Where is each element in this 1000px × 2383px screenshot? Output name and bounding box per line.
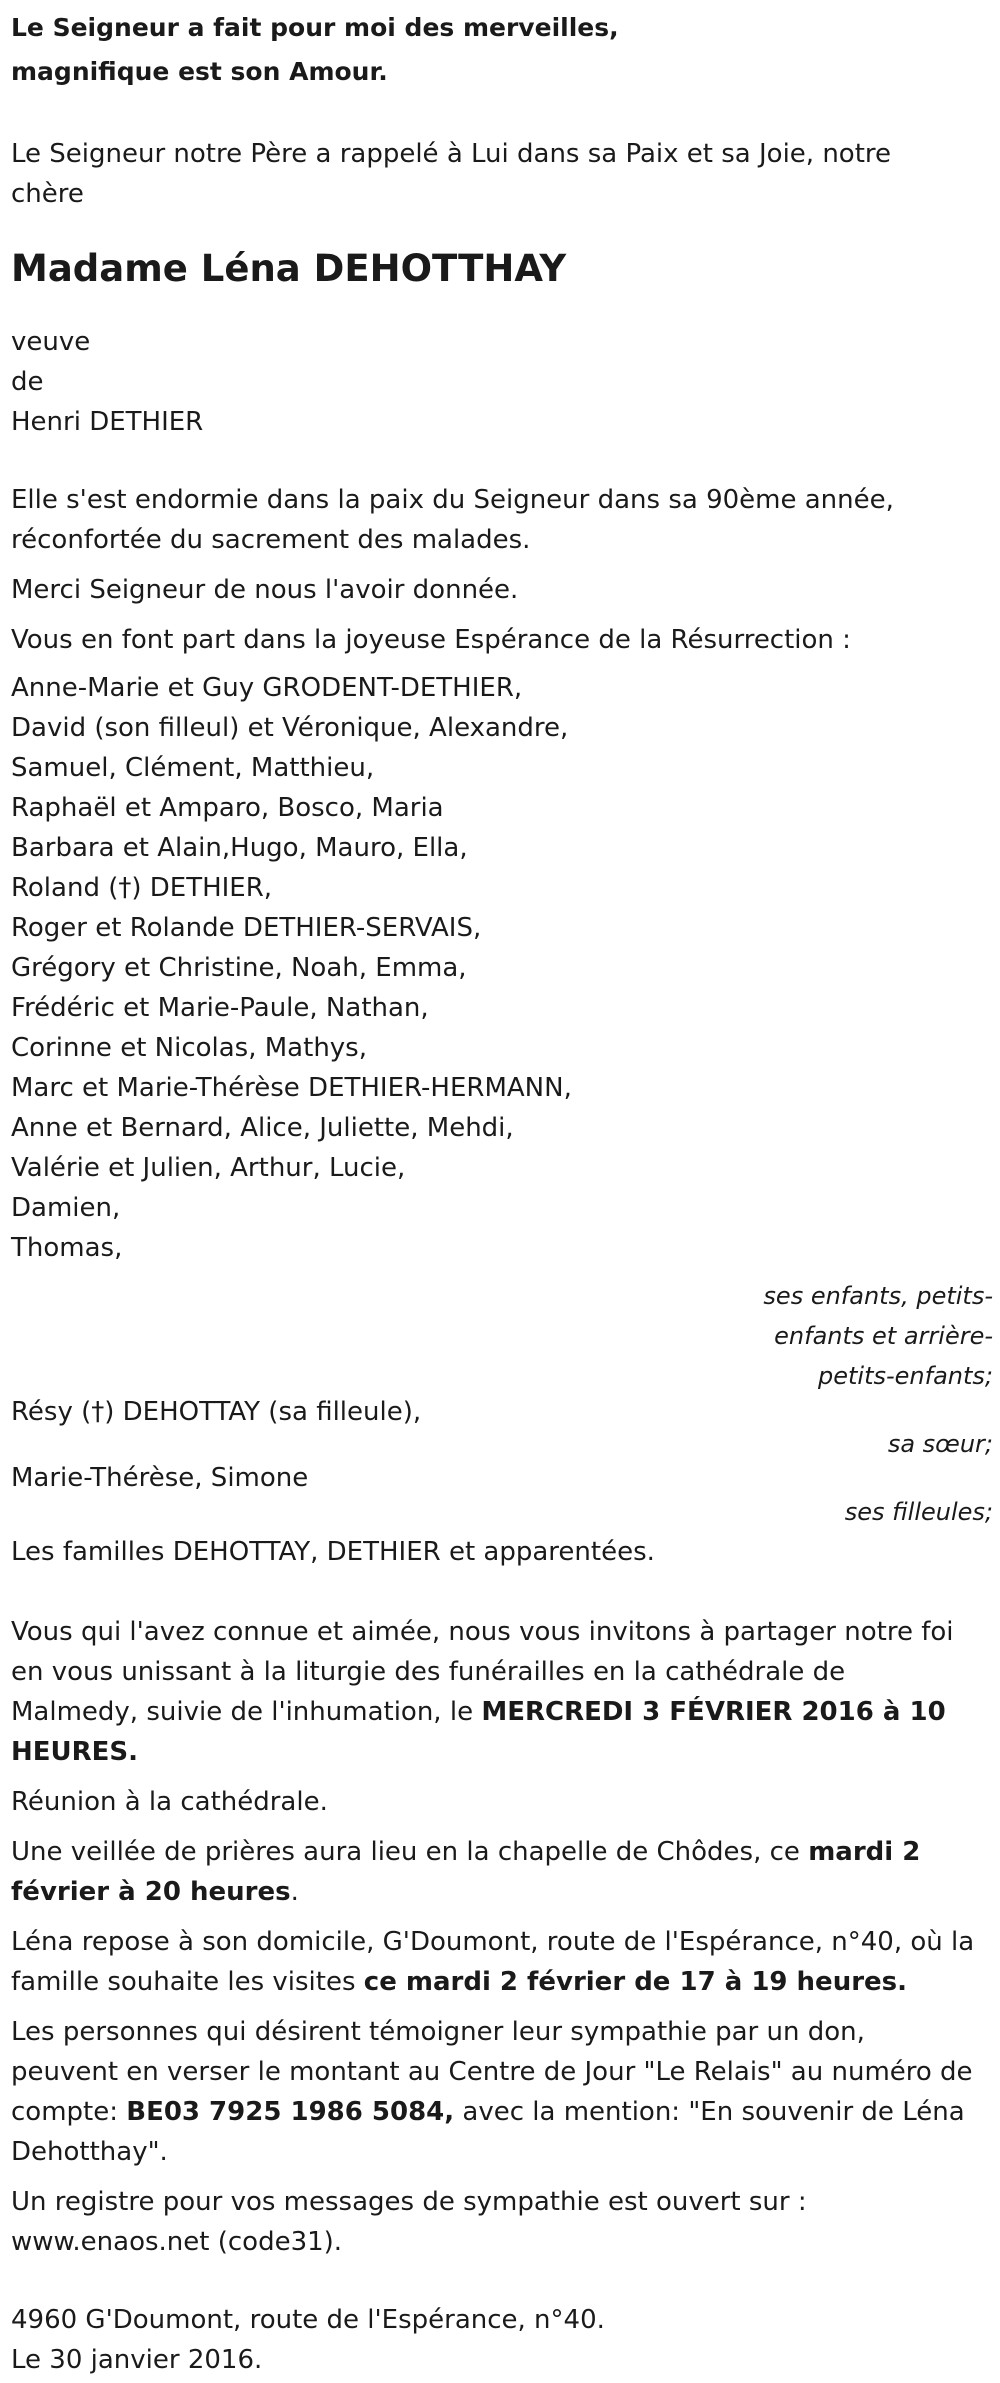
visit-time: ce mardi 2 février de 17 à 19 heures.: [363, 1967, 908, 1997]
sister-text: Résy (†) DEHOTTAY (sa filleule),: [11, 1397, 422, 1427]
thanks-text: Merci Seigneur de nous l'avoir donnée.: [11, 575, 519, 605]
passing-line-1: Elle s'est endormie dans la paix du Seigneur dans sa 90ème année,: [11, 485, 894, 515]
goddaughters-text: Marie-Thérèse, Simone: [11, 1463, 309, 1493]
register-line-1: Un registre pour vos messages de sympathie est ouvert sur :: [11, 2187, 807, 2217]
register-link[interactable]: www.enaos.net (code31).: [11, 2227, 343, 2257]
family-line: Marc et Marie-Thérèse DETHIER-HERMANN,: [11, 1073, 572, 1103]
family-line: Roger et Rolande DETHIER-SERVAIS,: [11, 913, 482, 943]
deceased-name: Madame Léna DEHOTTHAY: [11, 247, 567, 290]
widow-line-3: Henri DETHIER: [11, 407, 204, 437]
meeting-text: Réunion à la cathédrale.: [11, 1787, 328, 1817]
funeral-line-1: Vous qui l'avez connue et aimée, nous vous invitons à partager notre foi: [11, 1617, 954, 1647]
date-text: Le 30 janvier 2016.: [11, 2345, 263, 2375]
rests-line-2: [11, 1962, 1000, 2002]
family-line: Raphaël et Amparo, Bosco, Maria: [11, 793, 444, 823]
family-list: [11, 668, 1000, 1268]
relation-children-2: enfants et arrière-: [774, 1322, 993, 1350]
family-line: Thomas,: [11, 1233, 123, 1263]
announce-text: Vous en font part dans la joyeuse Espérance de la Résurrection :: [11, 625, 851, 655]
vigil-line-1: [11, 1832, 1000, 1872]
family-line: Corinne et Nicolas, Mathys,: [11, 1033, 367, 1063]
relation-children-1: ses enfants, petits-: [763, 1282, 993, 1310]
widow-line-1: veuve: [11, 327, 91, 357]
widow-line-2: de: [11, 367, 44, 397]
funeral-date: MERCREDI 3 FÉVRIER 2016 à 10: [481, 1697, 946, 1727]
vigil-text: Une veillée de prières aura lieu en la chapelle de Chôdes, ce: [11, 1837, 809, 1867]
donation-mention: avec la mention: "En souvenir de Léna: [454, 2097, 965, 2127]
funeral-hour: HEURES.: [11, 1737, 139, 1767]
donation-line-2: peuvent en verser le montant au Centre de Jour "Le Relais" au numéro de: [11, 2057, 973, 2087]
vigil-line-2: [11, 1872, 1000, 1912]
passing-line-2: réconfortée du sacrement des malades.: [11, 525, 531, 555]
verse-line-2: magnifique est son Amour.: [11, 57, 388, 86]
account-number: BE03 7925 1986 5084,: [126, 2097, 455, 2127]
family-line: Barbara et Alain,Hugo, Mauro, Ella,: [11, 833, 468, 863]
funeral-text: Malmedy, suivie de l'inhumation, le: [11, 1697, 482, 1727]
family-line: Frédéric et Marie-Paule, Nathan,: [11, 993, 429, 1023]
verse-line-1: Le Seigneur a fait pour moi des merveilles,: [11, 13, 619, 42]
family-line: Anne-Marie et Guy GRODENT-DETHIER,: [11, 673, 523, 703]
vigil-paragraph: [11, 1832, 1000, 1912]
rests-text: famille souhaite les visites: [11, 1967, 364, 1997]
address-text: 4960 G'Doumont, route de l'Espérance, n°40.: [11, 2305, 605, 2335]
family-line: Damien,: [11, 1193, 121, 1223]
donation-line-3: [11, 2092, 1000, 2132]
vigil-date: mardi 2: [808, 1837, 921, 1867]
funeral-paragraph: [11, 1612, 1000, 1772]
rests-paragraph: [11, 1922, 1000, 2002]
vigil-period: .: [290, 1877, 299, 1907]
families-text: Les familles DEHOTTAY, DETHIER et apparentées.: [11, 1537, 655, 1567]
family-line: David (son filleul) et Véronique, Alexandre,: [11, 713, 569, 743]
vigil-time: février à 20 heures: [11, 1877, 291, 1907]
relation-sister: sa sœur;: [887, 1430, 993, 1458]
donation-text: compte:: [11, 2097, 127, 2127]
donation-line-4: Dehotthay".: [11, 2137, 168, 2167]
family-line: Samuel, Clément, Matthieu,: [11, 753, 375, 783]
funeral-line-3: [11, 1692, 1000, 1732]
funeral-line-2: en vous unissant à la liturgie des funérailles en la cathédrale de: [11, 1657, 846, 1687]
family-line: Anne et Bernard, Alice, Juliette, Mehdi,: [11, 1113, 514, 1143]
donation-line-1: Les personnes qui désirent témoigner leur sympathie par un don,: [11, 2017, 865, 2047]
intro-line-2: chère: [11, 179, 84, 209]
relation-children-3: petits-enfants;: [818, 1362, 993, 1390]
donation-paragraph: [11, 2012, 1000, 2172]
intro-line-1: Le Seigneur notre Père a rappelé à Lui dans sa Paix et sa Joie, notre: [11, 139, 892, 169]
rests-line-1: Léna repose à son domicile, G'Doumont, route de l'Espérance, n°40, où la: [11, 1927, 975, 1957]
relation-goddaughters: ses filleules;: [844, 1498, 993, 1526]
family-line: Roland (†) DETHIER,: [11, 873, 273, 903]
register-paragraph: [11, 2182, 1000, 2262]
family-line: Grégory et Christine, Noah, Emma,: [11, 953, 467, 983]
family-line: Valérie et Julien, Arthur, Lucie,: [11, 1153, 406, 1183]
